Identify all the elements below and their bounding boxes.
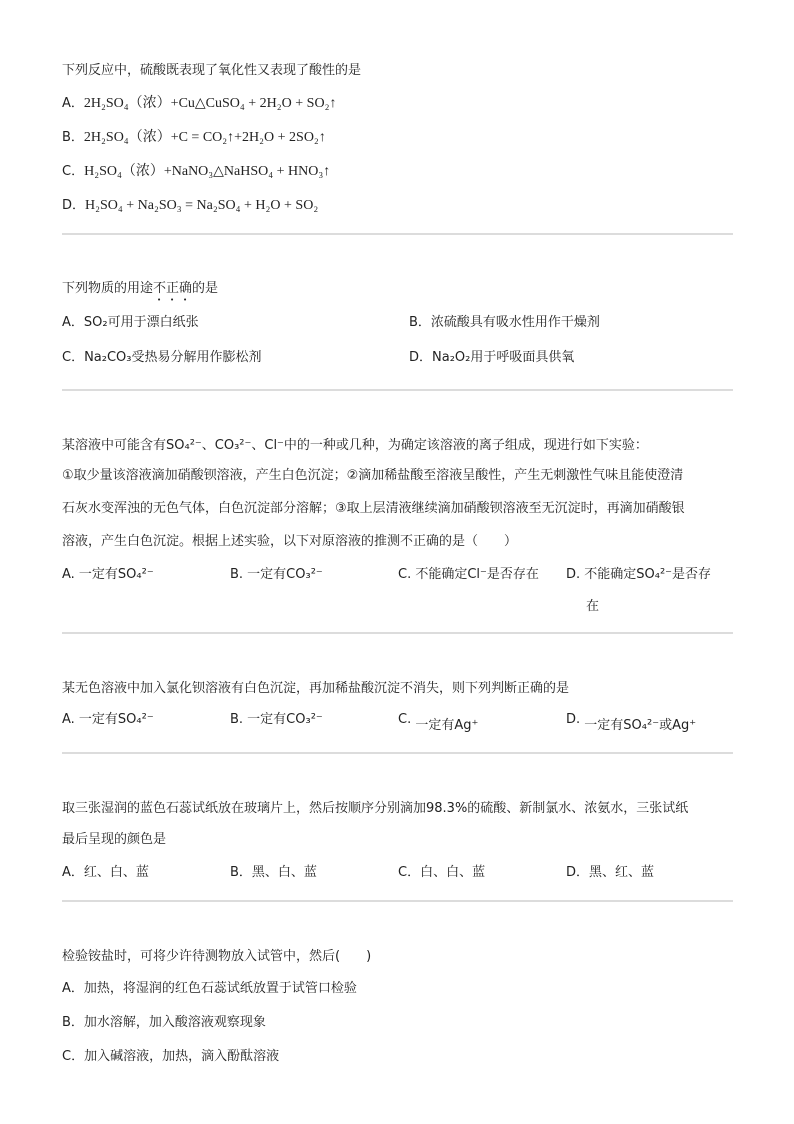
q1-option-d[interactable] (62, 194, 318, 214)
divider (62, 389, 733, 391)
q1-option-b-label: B． (62, 130, 84, 145)
q2-option-d-label: D． (409, 350, 433, 365)
q5-option-d[interactable]: D．黑、红、蓝 (566, 865, 655, 880)
q1-option-c-text: H₂SO₄（浓）+NaNO₃△NaHSO₄ + HNO₃↑ (84, 164, 331, 179)
q6-stem: 检验铵盐时，可将少许待测物放入试管中，然后( ) (62, 949, 372, 964)
q2-option-c-label: C． (62, 350, 85, 365)
q1-option-a-label: A． (62, 96, 84, 111)
q6-option-b[interactable]: B．加水溶解，加入酸溶液观察现象 (62, 1015, 266, 1030)
q2-stem (62, 277, 218, 304)
q2-option-d-text: Na₂O₂用于呼吸面具供氧 (432, 350, 575, 365)
q6-option-c[interactable]: C．加入碱溶液，加热，滴入酚酞溶液 (62, 1049, 280, 1064)
divider (62, 752, 733, 754)
q1-option-b[interactable] (62, 126, 326, 146)
q2-option-b-label: B． (409, 315, 431, 330)
q3-stem-line-2: ①取少量该溶液滴加硝酸钡溶液，产生白色沉淀；②滴加稀盐酸至溶液呈酸性，产生无刺激性气味且能使澄清 (62, 468, 684, 483)
q5-option-a[interactable]: A．红、白、蓝 (62, 865, 149, 880)
q3-option-a[interactable]: A. 一定有SO₄²⁻ (62, 567, 154, 582)
q2-stem-emphasis: 不正确 (153, 281, 193, 296)
q4-option-d-label: D. (566, 712, 581, 727)
q2-option-a[interactable] (62, 311, 199, 330)
divider (62, 632, 733, 634)
q2-stem-pre: 下列物质的用途 (62, 281, 154, 296)
q1-option-b-text: 2H₂SO₄（浓）+C = CO₂↑+2H₂O + 2SO₂↑ (83, 130, 326, 145)
q2-stem-post: 的是 (192, 281, 219, 296)
q1-option-a-text: 2H₂SO₄（浓）+Cu△CuSO₄ + 2H₂O + SO₂↑ (83, 96, 337, 111)
q4-option-d-text: 一定有SO₄²⁻或Ag⁺ (584, 718, 697, 733)
q3-option-d[interactable]: D. 不能确定SO₄²⁻是否存 (566, 567, 712, 582)
q5-stem-line-2: 最后呈现的颜色是 (62, 832, 167, 847)
q2-option-c[interactable] (62, 346, 262, 365)
q1-option-d-label: D． (62, 198, 86, 213)
q6-option-a[interactable]: A．加热，将湿润的红色石蕊试纸放置于试管口检验 (62, 981, 357, 996)
q4-stem: 某无色溶液中加入氯化钡溶液有白色沉淀，再加稀盐酸沉淀不消失，则下列判断正确的是 (62, 681, 570, 696)
q4-option-c-label: C. (398, 712, 412, 727)
q2-option-c-text: Na₂CO₃受热易分解用作膨松剂 (84, 350, 262, 365)
q1-option-c-label: C． (62, 164, 85, 179)
q3-stem-line-1: 某溶液中可能含有SO₄²⁻、CO₃²⁻、Cl⁻中的一种或几种，为确定该溶液的离子组成，现进行如下实验： (62, 438, 648, 453)
q2-option-a-text: SO₂可用于漂白纸张 (83, 315, 199, 330)
divider (62, 900, 733, 902)
q3-option-c[interactable]: C. 不能确定Cl⁻是否存在 (398, 567, 539, 582)
q5-option-c[interactable]: C．白、白、蓝 (398, 865, 486, 880)
q1-option-a[interactable] (62, 92, 336, 112)
q4-option-c-text: 一定有Ag⁺ (415, 718, 479, 733)
q5-option-b[interactable]: B．黑、白、蓝 (230, 865, 317, 880)
q2-option-b[interactable] (409, 311, 600, 330)
q3-stem-line-4: 溶液，产生白色沉淀。根据上述实验，以下对原溶液的推测不正确的是（ ） (62, 534, 518, 549)
q4-option-c[interactable] (398, 708, 479, 733)
q5-stem-line-1: 取三张湿润的蓝色石蕊试纸放在玻璃片上，然后按顺序分别滴加98.3%的硫酸、新制氯水、浓氨水，三张试纸 (62, 801, 689, 816)
q4-option-b[interactable]: B. 一定有CO₃²⁻ (230, 712, 323, 727)
q2-option-a-label: A． (62, 315, 84, 330)
q4-option-d[interactable] (566, 708, 697, 733)
q4-option-a[interactable]: A. 一定有SO₄²⁻ (62, 712, 154, 727)
q3-option-b[interactable]: B. 一定有CO₃²⁻ (230, 567, 323, 582)
q3-stem-line-3: 石灰水变浑浊的无色气体，白色沉淀部分溶解；③取上层清液继续滴加硝酸钡溶液至无沉淀时，再滴加硝酸银 (62, 501, 685, 516)
q2-option-b-text: 浓硫酸具有吸水性用作干燥剂 (430, 315, 600, 330)
q1-option-c[interactable] (62, 160, 330, 180)
q3-option-d-wrap: 在 (586, 599, 600, 614)
divider (62, 233, 733, 235)
q1-stem: 下列反应中，硫酸既表现了氧化性又表现了酸性的是 (62, 63, 362, 78)
q1-option-d-text: H₂SO₄ + Na₂SO₃ = Na₂SO₄ + H₂O + SO₂ (85, 198, 319, 213)
q2-option-d[interactable] (409, 346, 574, 365)
